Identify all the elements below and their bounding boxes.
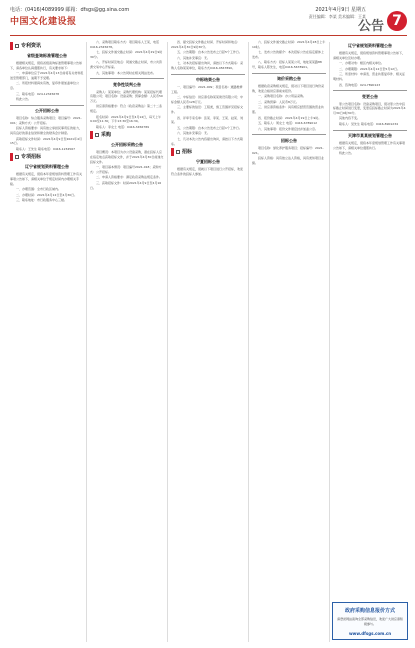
notice-paragraph: 六、其他补充事宜：无。 [177,55,211,60]
notice-paragraph: 根据政府采购相关规定，现对以下项目进行询价采购，欢迎合格供应商前来报价。 [252,84,325,93]
divider [90,78,164,79]
page-number-badge: 7 [387,11,407,31]
notice-paragraph: 一、办理范围：全市行政区域内。 [16,187,62,192]
notice-paragraph: 根据有关规定，现就以下项目进行公开招标，欢迎符合条件的投标人参加。 [171,167,244,176]
notice-paragraph: 二、采购预算：人民币8万元。 [258,99,299,104]
column-divider [167,42,168,642]
section-header-patent: 专利资讯 [10,42,84,50]
notice-paragraph: 根据有关规定，现将规划资料管理事项公告如下，请相关单位及时办理。 [333,51,406,60]
notice-title: 辽宁省规划资料管理公告 [348,43,392,48]
divider [333,130,407,131]
notice-paragraph: 一、采购项目名称：办公用品采购。 [258,94,307,99]
notice-paragraph: 八、开标时间及地点：同递交截止时间，市公共资源交易中心开标室。 [90,60,163,69]
divider [333,90,407,91]
notice-paragraph: 三、所需材料：申请表、营业执照复印件、相关证明材料。 [333,72,406,81]
notice-paragraph: 二、办理时间：2021年4月12日至4月30日。 [16,192,78,197]
notice-paragraph: 七、发布公告的媒介：本次招标公告在指定媒体上发布。 [252,50,325,59]
notice-title: 询价采购公告 [277,76,301,82]
notice-paragraph: 五、联系人：周女士 电话：0416-6789012 [258,121,318,126]
notice-paragraph: 六、采购项目联系方式：项目联系人王某，电话0416-2345678。 [90,40,160,49]
notice-paragraph: 一、办理对象：辖区内相关单位。 [339,61,385,66]
notice-title: 省级查询标准管理公告 [27,53,67,58]
column-3 [171,40,245,640]
notice-paragraph: 原公告项目名称：设备采购项目，现对原公告中投标截止时间进行变更，变更后投标截止时间为2021年4月30日9时30分。 [333,101,406,115]
notice-paragraph: 二、所报材料须真实有效，复印件须加盖单位公章。 [10,81,80,90]
notice-paragraph: 二、中标信息：供应商名称某某建设有限公司；中标金额人民币128万元。 [171,95,244,104]
notice-paragraph: 采购人：某某单位；采购代理机构：某某招标代理有限公司；项目名称：设备采购；预算金额：人民币50万元。 [90,89,163,103]
notice-paragraph: 其他内容不变。 [339,116,361,121]
divider [252,73,326,74]
advertisement-box[interactable] [332,602,408,640]
notice-title: 变更公告 [362,93,378,99]
column-divider [248,42,249,642]
divider [252,134,326,135]
notice-paragraph: 报名时间：2021年4月9日至4月14日，每天上午9:00至11:30，下午13:30至16:30。 [90,114,162,124]
notice-paragraph: 三、供应商资格条件：具有相应经营范围的营业执照。 [252,105,325,115]
notice-paragraph: 特此公告。 [16,97,32,102]
notice-paragraph: 联系人：李女士 电话：0416-3456789 [96,124,150,129]
page-title: 公告 [358,19,385,34]
notice-paragraph: 二、办理期限：2021年4月12日至5月12日。 [339,66,401,71]
column-1 [10,40,84,640]
notice-paragraph: 四、咨询电话：024-7890123 [339,82,381,87]
page-header [0,0,415,40]
notice-paragraph: 项目概况：本项目为办公设备采购，潜在投标人应在指定地点获取招标文件，并于2021年4月30日前递交投标文件。 [90,150,164,164]
ad-url-link[interactable]: www.dfsgs.com.cn [348,631,392,636]
notice-paragraph: 一、项目编号：2021-009；项目名称：道路维修工程。 [171,85,243,94]
notice-paragraph: 九、其他事项：本公告同时在相关网站发布。 [96,70,157,75]
notice-paragraph: 项目名称：绿化养护服务项目；招标编号：2021-021。 [252,145,324,155]
divider [10,105,84,106]
column-divider [86,42,87,642]
column-divider [329,42,330,642]
notice-paragraph: 三、获取招标文件：时间2021年4月9日至4月16日。 [90,180,162,190]
notice-paragraph: 六、投标文件递交截止时间：2021年4月28日上午10时。 [252,40,326,49]
notice-paragraph: 联系人：王先生 联系电话：0416-1234567 [16,146,76,151]
notice-paragraph: 一、申请单位应于2021年4月13日前将有关材料报送至管理部门，逾期不予受理。 [10,71,84,80]
notice-paragraph: 四、提交投标文件截止时间、开标时间和地点：2021年4月30日9时30分。 [171,40,241,49]
notice-title: 中标结果公告 [196,77,220,83]
notice-paragraph: 项目名称：综合服务采购项目；项目编号：2021-001；采购方式：公开招标。 [10,116,82,125]
notice-paragraph: 七、投标文件递交截止时间：2021年4月29日9时30分。 [90,50,163,59]
notice-paragraph: 特此公告。 [339,151,355,156]
header-divider [10,35,407,36]
column-5 [333,40,407,596]
column-2 [90,40,164,640]
notice-paragraph: 五、公告期限：自本公告发布之日起1个工作日。 [177,125,242,130]
notice-paragraph: 投标人资格要求：具有独立承担民事责任的能力，具有良好的商业信誉和健全的财务会计制度。 [10,126,83,136]
section-icon [176,150,180,154]
notice-paragraph: 四、报价截止时间：2021年4月19日上午9时。 [258,115,322,120]
notice-title: 招标公告 [281,137,297,143]
notice-paragraph: 六、其他事项：报价文件须密封并加盖公章。 [258,126,319,131]
notice-paragraph: 八、联系方式：招标人某某公司，地址某某路88号，联系人陈先生，电话0416-5678901。 [252,60,322,69]
notice-paragraph: 供应商资格要求：符合《政府采购法》第二十二条规定。 [90,104,163,114]
notice-paragraph: 根据有关规定，现将本年度规划管理工作有关事项公告如下，请相关单位遵照执行。 [333,141,406,150]
notice-paragraph: 四、评审专家名单：张某、李某、王某、赵某、刘某。 [171,115,244,125]
newspaper-logo: 中国文化建设报 [10,17,77,27]
ad-text: 请登录网站查询全部采购信息，欢迎广大供应商积极参与。 [336,617,403,626]
column-4 [252,40,326,640]
section-icon [15,44,19,48]
notice-paragraph: 三、联系地址：市行政服务中心三楼。 [16,198,68,203]
notice-paragraph: 获取招标文件时间：2021年4月9日至2021年4月15日。 [10,136,82,146]
section-icon [15,155,19,159]
editor-credit: 责任编辑：李某 美术编辑：王某 [308,14,366,19]
divider [171,74,245,75]
notice-paragraph: 根据相关规定，现将省级查询标准管理事项公告如下，请各单位认真遵照执行，有关要求如下： [10,61,83,70]
notice-title: 辽宁省规划资料管理公告 [25,164,69,170]
notice-paragraph: 七、对本次招标提出询问，请按以下方式联系：采购人名称某某单位，联系方式0416-4567890。 [171,61,244,70]
header-contact: 电话：(0416)4089999 邮箱：dfsgs@gg.sina.com [10,7,130,13]
issue-date: 2021年4月9日 星期五 [315,7,366,13]
notice-title: 宁夏招标公告 [196,159,220,165]
notice-paragraph: 三、联系电话：024-12345678 [16,91,60,96]
notice-paragraph: 七、凡对本次公告内容提出询问，请按以下方式联系。 [171,137,244,146]
ad-title: 政府采购信息报价方式 [344,608,395,614]
section-icon [95,133,99,137]
notice-title: 天津市某某规划管理公告 [348,133,392,139]
notice-paragraph: 二、申请人资格要求：满足政府采购法规定条件。 [96,175,163,180]
notice-title: 公开招标公告 [35,108,59,114]
section-header-bidding: 专项招标 [10,153,84,161]
notice-paragraph: 根据有关规定，现将本年度规划资料管理工作有关事项公告如下，请相关单位于规定时间内办理相关手续。 [10,172,83,186]
notice-paragraph: 投标人资格：具有独立法人资格，具有类似项目业绩。 [252,156,325,165]
notice-title: 竞争性谈判公告 [113,81,141,87]
section-header-procurement: 采购 [90,131,164,139]
notice-paragraph: 联系人：吴先生 联系电话：0416-8901234 [339,122,399,127]
notice-paragraph: 三、主要标的信息：工程类，施工范围详见招标文件。 [171,105,244,115]
notice-paragraph: 一、项目基本情况：项目编号2021-018；采购方式：公开招标。 [90,165,162,174]
notice-title: 公开招标采购公告 [111,142,143,148]
section-header-tender: 招标 [171,148,245,156]
notice-paragraph: 六、其他补充事宜：无。 [177,131,211,136]
notice-paragraph: 五、公告期限：自本公告发布之日起5个工作日。 [177,50,242,55]
